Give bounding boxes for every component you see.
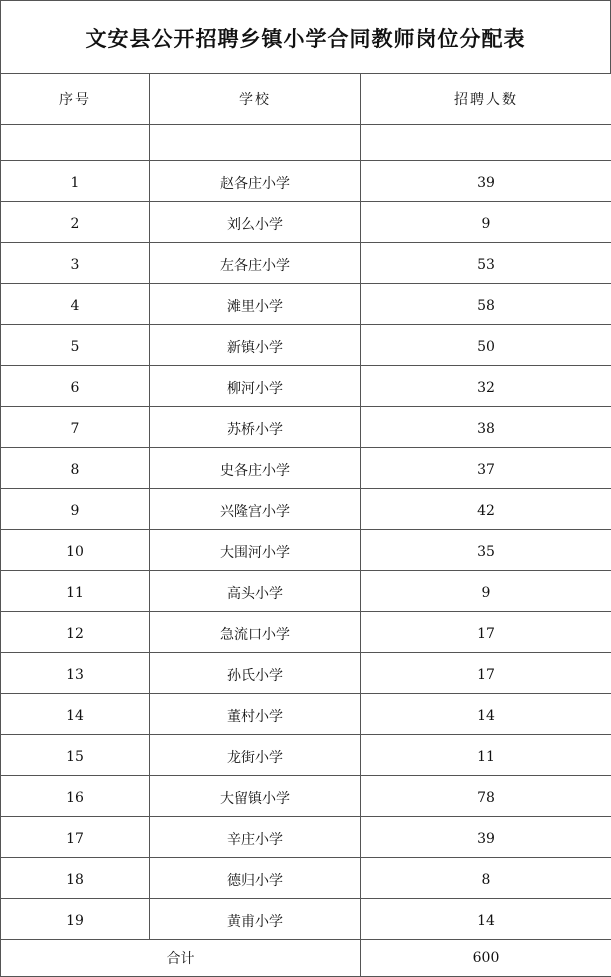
row-count-cell: 50 — [361, 325, 611, 366]
table-row — [1, 530, 611, 571]
row-count-cell: 17 — [361, 612, 611, 653]
table-row — [1, 694, 611, 735]
table-row — [1, 899, 611, 940]
row-count-cell: 42 — [361, 489, 611, 530]
row-index-cell: 6 — [1, 366, 150, 407]
row-school-cell: 辛庄小学 — [150, 817, 361, 858]
row-count-cell: 35 — [361, 530, 611, 571]
row-index-cell: 17 — [1, 817, 150, 858]
row-school-cell: 大围河小学 — [150, 530, 361, 571]
row-count-cell: 32 — [361, 366, 611, 407]
row-index-cell: 19 — [1, 899, 150, 940]
row-count-cell: 37 — [361, 448, 611, 489]
row-count-cell: 53 — [361, 243, 611, 284]
row-count-cell: 78 — [361, 776, 611, 817]
total-row — [1, 940, 611, 977]
row-school-cell: 龙街小学 — [150, 735, 361, 776]
spacer-cell — [361, 125, 611, 161]
row-school-cell: 左各庄小学 — [150, 243, 361, 284]
table-row — [1, 817, 611, 858]
table-row — [1, 366, 611, 407]
total-label: 合计 — [1, 940, 361, 977]
row-index-cell: 9 — [1, 489, 150, 530]
row-count-cell: 9 — [361, 202, 611, 243]
title-cell — [0, 0, 611, 74]
row-school-cell: 董村小学 — [150, 694, 361, 735]
table-row — [1, 161, 611, 202]
row-count-cell: 39 — [361, 817, 611, 858]
row-index-cell: 3 — [1, 243, 150, 284]
row-index-cell: 18 — [1, 858, 150, 899]
row-count-cell: 58 — [361, 284, 611, 325]
row-index-cell: 11 — [1, 571, 150, 612]
spacer-cell — [150, 125, 361, 161]
row-index-cell: 14 — [1, 694, 150, 735]
table-row — [1, 284, 611, 325]
row-school-cell: 滩里小学 — [150, 284, 361, 325]
row-count-cell: 11 — [361, 735, 611, 776]
row-index-cell: 2 — [1, 202, 150, 243]
row-school-cell: 兴隆宫小学 — [150, 489, 361, 530]
row-count-cell: 9 — [361, 571, 611, 612]
row-school-cell: 柳河小学 — [150, 366, 361, 407]
row-index-cell: 10 — [1, 530, 150, 571]
row-index-cell: 13 — [1, 653, 150, 694]
row-school-cell: 苏桥小学 — [150, 407, 361, 448]
row-count-cell: 17 — [361, 653, 611, 694]
row-school-cell: 新镇小学 — [150, 325, 361, 366]
row-school-cell: 急流口小学 — [150, 612, 361, 653]
table-row — [1, 735, 611, 776]
row-count-cell: 39 — [361, 161, 611, 202]
row-school-cell: 史各庄小学 — [150, 448, 361, 489]
total-count: 600 — [361, 940, 611, 977]
spacer-row — [1, 125, 611, 161]
row-index-cell: 7 — [1, 407, 150, 448]
row-count-cell: 14 — [361, 694, 611, 735]
row-index-cell: 15 — [1, 735, 150, 776]
table-row — [1, 202, 611, 243]
header-count: 招聘人数 — [361, 74, 611, 125]
table-row — [1, 448, 611, 489]
table-row — [1, 776, 611, 817]
row-count-cell: 38 — [361, 407, 611, 448]
table-row — [1, 407, 611, 448]
row-index-cell: 5 — [1, 325, 150, 366]
table-row — [1, 612, 611, 653]
spacer-cell — [1, 125, 150, 161]
table-row — [1, 571, 611, 612]
allocation-table — [0, 73, 611, 977]
row-index-cell: 8 — [1, 448, 150, 489]
table-header-row — [1, 74, 611, 125]
row-school-cell: 孙氏小学 — [150, 653, 361, 694]
row-school-cell: 刘么小学 — [150, 202, 361, 243]
row-index-cell: 16 — [1, 776, 150, 817]
table-row — [1, 325, 611, 366]
table-row — [1, 243, 611, 284]
row-index-cell: 12 — [1, 612, 150, 653]
page-title: 文安县公开招聘乡镇小学合同教师岗位分配表 — [86, 23, 526, 53]
table-row — [1, 489, 611, 530]
row-school-cell: 德归小学 — [150, 858, 361, 899]
header-school: 学校 — [150, 74, 361, 125]
row-school-cell: 赵各庄小学 — [150, 161, 361, 202]
row-school-cell: 高头小学 — [150, 571, 361, 612]
row-count-cell: 14 — [361, 899, 611, 940]
row-count-cell: 8 — [361, 858, 611, 899]
header-index: 序号 — [1, 74, 150, 125]
row-school-cell: 大留镇小学 — [150, 776, 361, 817]
table-row — [1, 858, 611, 899]
row-school-cell: 黄甫小学 — [150, 899, 361, 940]
row-index-cell: 4 — [1, 284, 150, 325]
table-row — [1, 653, 611, 694]
row-index-cell: 1 — [1, 161, 150, 202]
